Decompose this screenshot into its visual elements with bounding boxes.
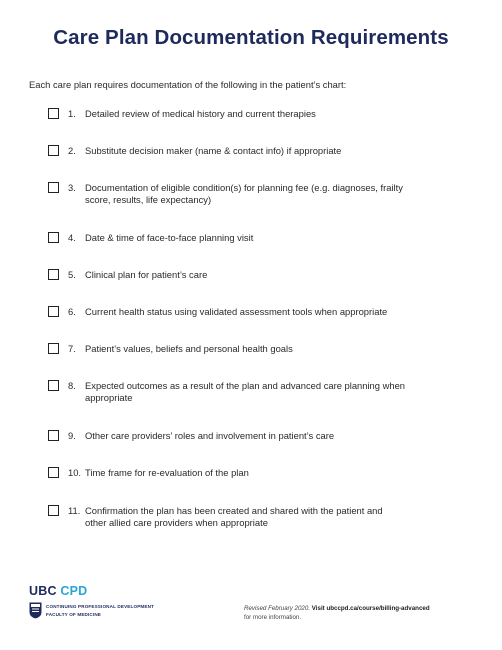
item-text: Detailed review of medical history and current therapies [85,108,316,119]
checkbox[interactable] [48,182,59,193]
item-text: Patient’s values, beliefs and personal health goals [85,343,293,354]
checkbox[interactable] [48,505,59,516]
checkbox[interactable] [48,269,59,280]
dept-line-2: FACULTY OF MEDICINE [46,611,101,617]
checkbox[interactable] [48,232,59,243]
checkbox[interactable] [48,145,59,156]
revised-date: Revised February 2020. [244,605,311,612]
dept-line-1: CONTINUING PROFESSIONAL DEVELOPMENT [46,604,155,609]
department-name [46,603,154,618]
item-number: 9. [68,430,76,441]
item-text: Expected outcomes as a result of the plan and advanced care planning when appropriate [85,380,406,403]
checkbox[interactable] [48,343,59,354]
item-text: Substitute decision maker (name & contact info) if appropriate [85,145,342,156]
ubc-crest-icon [29,602,42,619]
intro-text: Each care plan requires documentation of the following in the patient’s chart: [29,79,347,90]
ubc-cpd-logo [29,584,87,598]
item-number: 1. [68,108,76,119]
item-text: Other care providers’ roles and involvement in patient’s care [85,430,335,441]
checkbox[interactable] [48,306,59,317]
item-text: Date & time of face-to-face planning visit [85,232,254,243]
page-title: Care Plan Documentation Requirements [53,26,449,49]
item-number: 11. [68,505,81,516]
item-number: 3. [68,182,76,193]
item-text: Current health status using validated assessment tools when appropriate [85,306,388,317]
item-number: 5. [68,269,76,280]
item-number: 7. [68,343,76,354]
more-info-text: for more information. [244,614,302,621]
visit-link[interactable]: Visit ubccpd.ca/course/billing-advanced [311,605,430,612]
checkbox[interactable] [48,380,59,391]
logo-cpd: CPD [60,584,88,598]
item-number: 10. [68,467,82,478]
item-text: Confirmation the plan has been created and shared with the patient and other allied care providers when appropriate [85,505,383,528]
logo-ubc: UBC [29,584,57,598]
checkbox[interactable] [48,430,59,441]
checkbox[interactable] [48,467,59,478]
item-number: 6. [68,306,76,317]
item-number: 2. [68,145,76,156]
item-number: 8. [68,380,76,391]
item-text: Time frame for re-evaluation of the plan [85,467,249,478]
item-text: Clinical plan for patient’s care [85,269,208,280]
footer-note [244,604,474,622]
checkbox[interactable] [48,108,59,119]
item-number: 4. [68,232,76,243]
item-text: Documentation of eligible condition(s) for planning fee (e.g. diagnoses, frailty score, results, life expectancy) [85,182,403,205]
